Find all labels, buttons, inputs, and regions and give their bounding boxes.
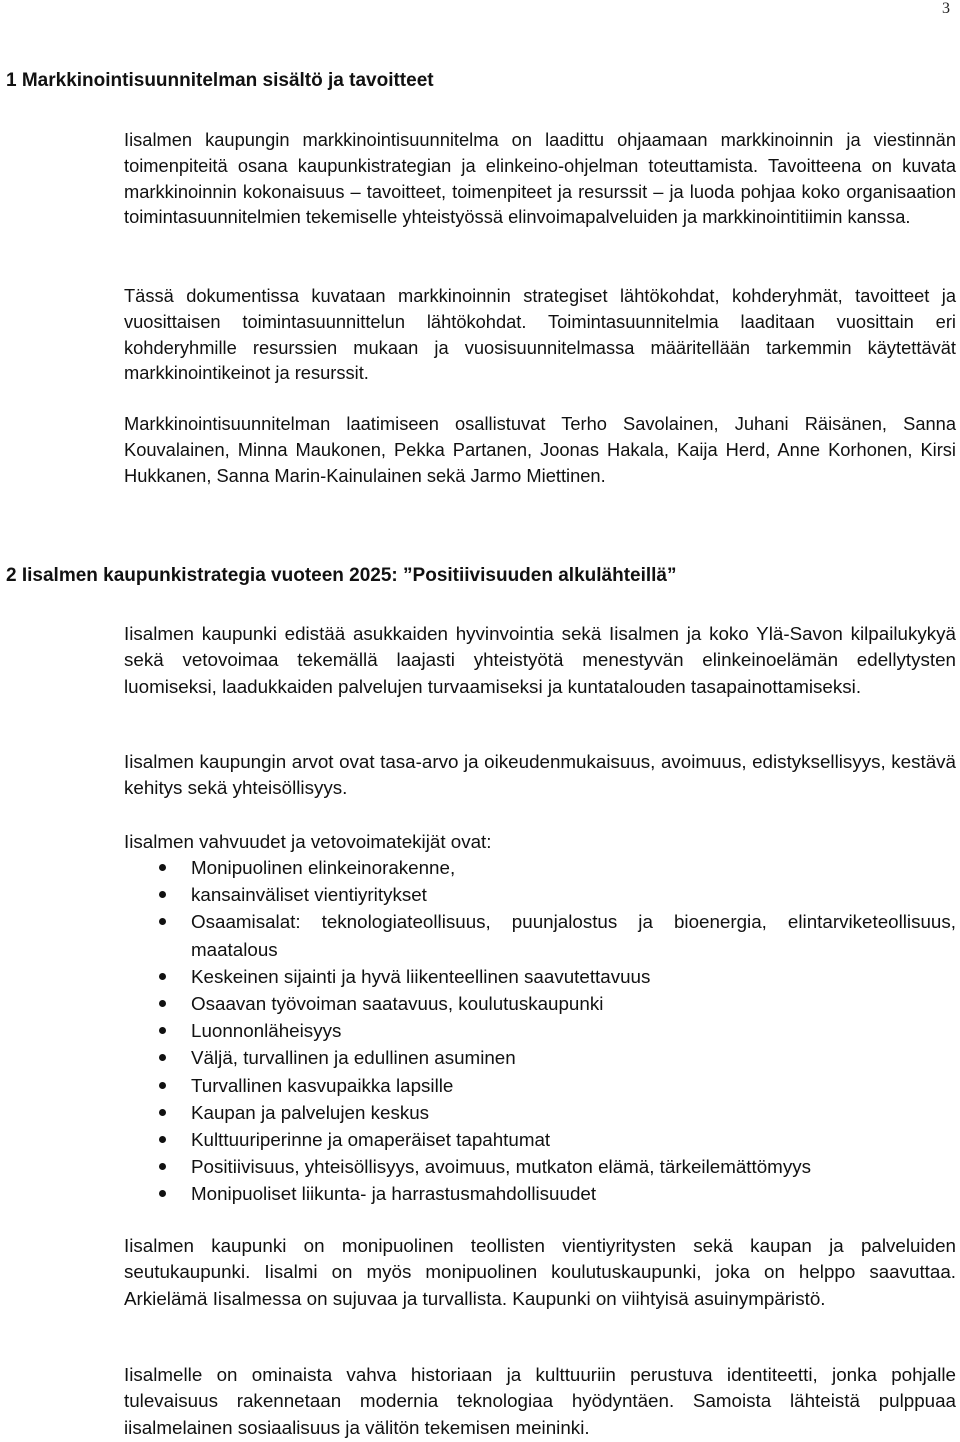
list-item: Monipuoliset liikunta- ja harrastusmahdollisuudet (124, 1180, 956, 1207)
list-item: Keskeinen sijainti ja hyvä liikenteellinen saavutettavuus (124, 963, 956, 990)
page-number: 3 (942, 0, 950, 17)
list-item: Osaavan työvoiman saatavuus, koulutuskaupunki (124, 990, 956, 1017)
section-1-heading: 1 Markkinointisuunnitelman sisältö ja tavoitteet (6, 70, 434, 91)
section-2-paragraph-mission: Iisalmen kaupunki edistää asukkaiden hyvinvointia sekä Iisalmen ja koko Ylä-Savon kilpailukykyä sekä vetovoimaa tekemällä laajasti yhteistyötä menestyvän elinkeinoelämän edellytysten luomiseksi, laadukkaiden palvelujen turvaamiseksi ja kuntatalouden tasapainottamiseksi. (124, 623, 956, 697)
list-item: kansainväliset vientiyritykset (124, 881, 956, 908)
list-item: Väljä, turvallinen ja edullinen asuminen (124, 1044, 956, 1071)
list-item: Positiivisuus, yhteisöllisyys, avoimuus, mutkaton elämä, tärkeilemättömyys (124, 1153, 956, 1180)
strengths-list (124, 854, 956, 1208)
list-item: Turvallinen kasvupaikka lapsille (124, 1072, 956, 1099)
section-2-paragraph-values: Iisalmen kaupungin arvot ovat tasa-arvo ja oikeudenmukaisuus, avoimuus, edistyksellisyys, kestävä kehitys sekä yhteisöllisyys. (124, 751, 956, 799)
strengths-intro: Iisalmen vahvuudet ja vetovoimatekijät ovat: (124, 831, 492, 852)
section-1-paragraph-participants: Markkinointisuunnitelman laatimiseen osallistuvat Terho Savolainen, Juhani Räisänen, Sanna Kouvalainen, Minna Maukonen, Pekka Partanen, Joonas Hakala, Kaija Herd, Anne Korhonen, Kirsi Hukkanen, Sanna Marin-Kainulainen sekä Jarmo Miettinen. (124, 413, 956, 486)
list-item: Osaamisalat: teknologiateollisuus, puunjalostus ja bioenergia, elintarviketeollisuus, maatalous (124, 908, 956, 962)
list-item: Monipuolinen elinkeinorakenne, (124, 854, 956, 881)
section-1-paragraph-purpose: Iisalmen kaupungin markkinointisuunnitelma on laadittu ohjaamaan markkinoinnin ja viestinnän toimenpiteitä osana kaupunkistrategian ja elinkeino-ohjelman toteuttamista. Tavoitteena on kuvata markkinoinnin kokonaisuus – tavoitteet, toimenpiteet ja resurssit – ja luoda pohjaa koko organisaation toimintasuunnitelmien tekemiselle yhteistyössä elinvoimapalveluiden ja markkinointitiimin kanssa. (124, 129, 956, 228)
section-2-paragraph-city-profile: Iisalmen kaupunki on monipuolinen teollisten vientiyritysten sekä kaupan ja palveluiden seutukaupunki. Iisalmi on myös monipuolinen koulutuskaupunki, joka on helppo saavuttaa. Arkielämä Iisalmessa on sujuvaa ja turvallista. Kaupunki on viihtyisä asuinympäristö. (124, 1235, 956, 1309)
list-item: Kaupan ja palvelujen keskus (124, 1099, 956, 1126)
section-2-heading: 2 Iisalmen kaupunkistrategia vuoteen 2025: ”Positiivisuuden alkulähteillä” (6, 565, 677, 586)
section-1-paragraph-document-scope: Tässä dokumentissa kuvataan markkinoinnin strategiset lähtökohdat, kohderyhmät, tavoitteet ja vuosittaisen toimintasuunnittelun lähtökohdat. Toimintasuunnitelmia laaditaan vuosittain eri kohderyhmille resurssien mukaan ja vuosisuunnitelmassa määritellään tarkemmin käytettävät markkinointikeinot ja resurssit. (124, 285, 956, 384)
list-item: Luonnonläheisyys (124, 1017, 956, 1044)
section-2-paragraph-identity: Iisalmelle on ominaista vahva historiaan ja kulttuuriin perustuva identiteetti, jonka pohjalle tulevaisuus rakennetaan modernia teknologiaa hyödyntäen. Samoista lähteistä pulppuaa iisalmelainen sosiaalisuus ja välitön tekemisen meininki. (124, 1364, 956, 1438)
list-item: Kulttuuriperinne ja omaperäiset tapahtumat (124, 1126, 956, 1153)
